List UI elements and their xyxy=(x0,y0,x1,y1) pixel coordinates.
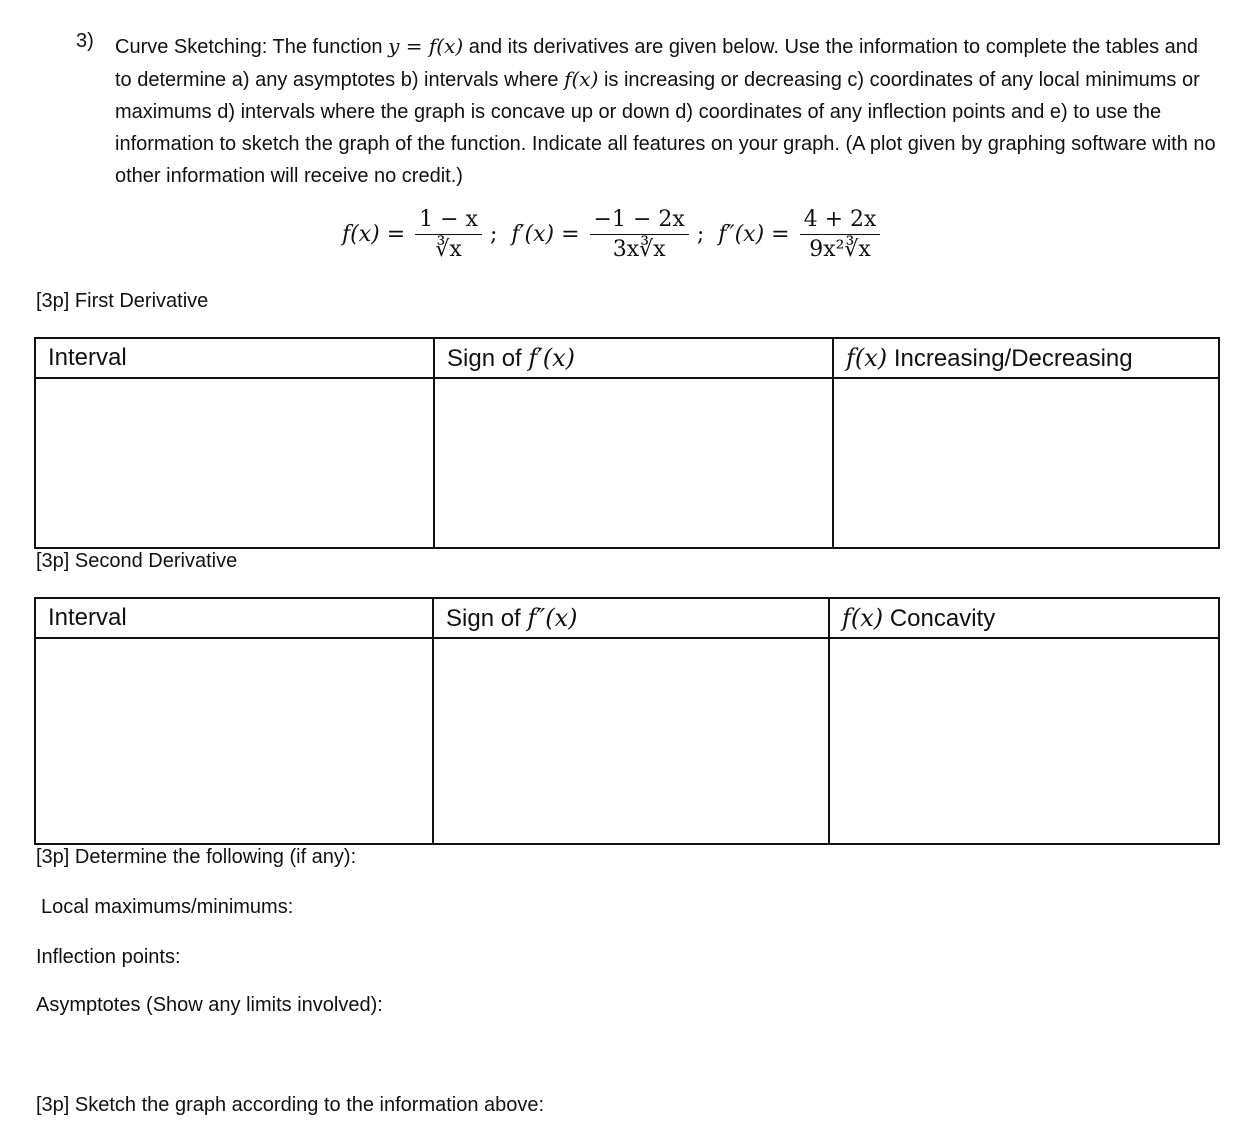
problem-statement xyxy=(115,30,1220,192)
interval-cell[interactable] xyxy=(35,378,434,548)
formula-separator: ; xyxy=(489,221,498,247)
f-numerator: 1 − x xyxy=(415,207,482,235)
sketch-label: [3p] Sketch the graph according to the information above: xyxy=(36,1094,545,1116)
formula-separator: ; xyxy=(696,221,705,247)
sign-cell[interactable] xyxy=(433,638,829,844)
interval-cell[interactable] xyxy=(35,638,433,844)
sign-f-double-prime-header: Sign of f″(x) xyxy=(433,598,829,638)
f-denominator: ∛x xyxy=(435,236,462,262)
problem-number: 3) xyxy=(76,30,94,52)
f-double-prime-label: f″(x) = xyxy=(718,221,790,247)
f-label: f(x) = xyxy=(342,221,406,247)
f-prime-numerator: −1 − 2x xyxy=(590,207,689,235)
formula-row xyxy=(338,198,886,270)
f-double-prime-denominator: 9x²∛x xyxy=(809,236,871,262)
problem-text-part-3: is increasing or decreasing c) coordinates of any local minimums or maximums d) intervals where the graph is concave up or down d) coordinates of any inflection points and e) to use the information to sketch the graph of the function. Indicate all features on your graph. (A plot given by graphing software with no other information will receive no credit.) xyxy=(115,69,1216,187)
table-header-row xyxy=(35,338,1219,378)
f-prime-fraction xyxy=(590,207,689,262)
interval-header: Interval xyxy=(35,338,434,378)
problem-text-part-2: and its derivatives are given below. Use the information to complete the tables and to determine a) any asymptotes b) intervals where xyxy=(115,36,1199,91)
problem-text-part-1: Curve Sketching: The function xyxy=(115,36,389,58)
table-row xyxy=(35,638,1219,844)
f-double-prime-numerator: 4 + 2x xyxy=(800,207,881,235)
local-extrema-label: Local maximums/minimums: xyxy=(41,896,294,918)
f-fraction xyxy=(415,207,482,262)
sign-cell[interactable] xyxy=(434,378,833,548)
behavior-cell[interactable] xyxy=(833,378,1219,548)
problem-fx-inline: f(x) xyxy=(564,67,599,91)
concavity-header: f(x) Concavity xyxy=(829,598,1219,638)
concavity-cell[interactable] xyxy=(829,638,1219,844)
f-prime-label: f′(x) = xyxy=(511,221,580,247)
determine-label: [3p] Determine the following (if any): xyxy=(36,846,357,868)
f-prime-denominator: 3x∛x xyxy=(612,236,666,262)
asymptotes-label: Asymptotes (Show any limits involved): xyxy=(36,994,383,1016)
f-double-prime-fraction xyxy=(800,207,881,262)
second-derivative-label: [3p] Second Derivative xyxy=(36,550,238,572)
problem-equation: y = f(x) xyxy=(388,34,464,58)
first-derivative-label: [3p] First Derivative xyxy=(36,290,209,312)
table-row xyxy=(35,378,1219,548)
table-header-row xyxy=(35,598,1219,638)
interval-header: Interval xyxy=(35,598,433,638)
inflection-points-label: Inflection points: xyxy=(36,946,181,968)
first-derivative-table xyxy=(34,337,1220,549)
increasing-decreasing-header: f(x) Increasing/Decreasing xyxy=(833,338,1219,378)
sign-f-prime-header: Sign of f′(x) xyxy=(434,338,833,378)
second-derivative-table xyxy=(34,597,1220,845)
